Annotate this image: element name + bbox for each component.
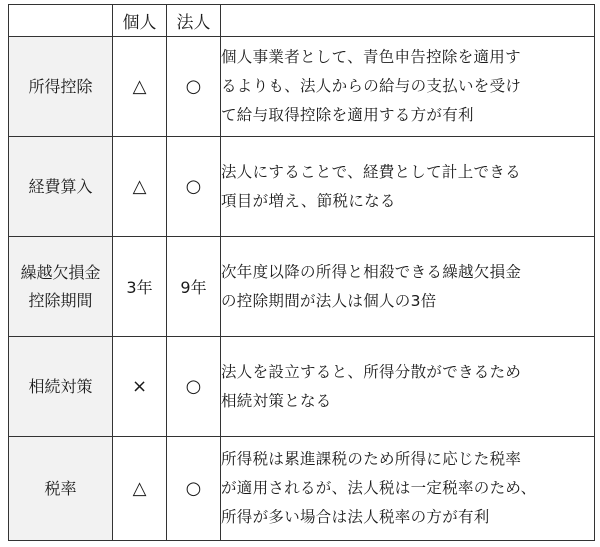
- row-description: [221, 237, 595, 337]
- row-label-line: 繰越欠損金: [20, 262, 101, 282]
- corporation-mark: ○: [167, 37, 221, 137]
- description-line: 次年度以降の所得と相殺できる繰越欠損金: [221, 262, 522, 281]
- individual-mark: △: [113, 137, 167, 237]
- row-label: 所得控除: [9, 37, 113, 137]
- description-line: るよりも、法人からの給与の支払いを受け: [221, 77, 522, 95]
- description-line: の控除期間が法人は個人の3倍: [221, 291, 437, 310]
- corporation-mark: ○: [167, 137, 221, 237]
- individual-mark: △: [113, 437, 167, 541]
- table-row: [9, 237, 595, 337]
- description-line: 所得が多い場合は法人税率の方が有利: [221, 508, 490, 526]
- table-row: [9, 437, 595, 541]
- row-label-line: 控除期間: [28, 290, 93, 310]
- row-label: 税率: [9, 437, 113, 541]
- description-line: 法人にすることで、経費として計上できる: [221, 162, 521, 181]
- header-corner-cell: [9, 5, 113, 37]
- row-description: [221, 337, 595, 437]
- description-line: 法人を設立すると、所得分散ができるため: [221, 362, 522, 381]
- header-corporation: 法人: [167, 5, 221, 37]
- header-row: [9, 5, 595, 37]
- row-description: [221, 37, 595, 137]
- row-label: 経費算入: [9, 137, 113, 237]
- table-row: [9, 337, 595, 437]
- row-description: [221, 437, 595, 541]
- table-row: [9, 137, 595, 237]
- comparison-table: [8, 4, 595, 541]
- corporation-value: 9年: [167, 237, 221, 337]
- description-line: 個人事業者として、青色申告控除を適用す: [221, 48, 521, 66]
- description-line: 所得税は累進課税のため所得に応じた税率: [221, 450, 522, 468]
- header-individual: 個人: [113, 5, 167, 37]
- header-description: [221, 5, 595, 37]
- individual-mark: △: [113, 37, 167, 137]
- individual-mark: ×: [113, 337, 167, 437]
- description-line: て給与取得控除を適用する方が有利: [221, 106, 474, 124]
- row-description: [221, 137, 595, 237]
- description-line: 相続対策となる: [221, 391, 332, 410]
- table-row: [9, 37, 595, 137]
- row-label: 相続対策: [9, 337, 113, 437]
- corporation-mark: ○: [167, 337, 221, 437]
- description-line: 項目が増え、節税になる: [221, 191, 396, 210]
- corporation-mark: ○: [167, 437, 221, 541]
- row-label: [9, 237, 113, 337]
- individual-value: 3年: [113, 237, 167, 337]
- description-line: が適用されるが、法人税は一定税率のため、: [221, 479, 537, 497]
